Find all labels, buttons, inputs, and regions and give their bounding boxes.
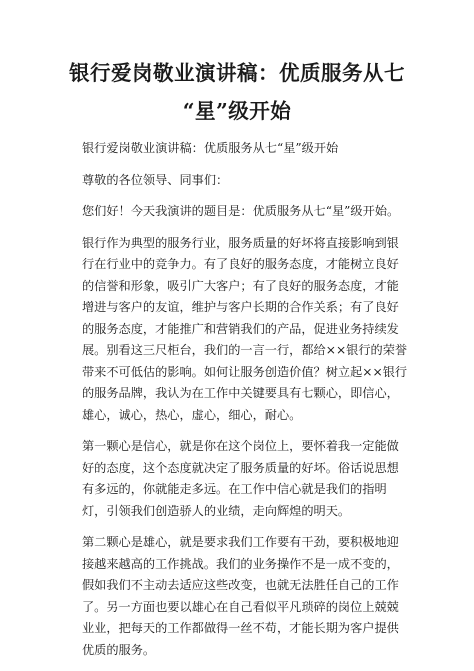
second-heart-paragraph: 第二颗心是雄心，就是要求我们工作要有干劲，要积极地迎接越来越高的工作挑战。我们的业务操作不是一成不变的，假如我们不主动去适应这些改变，也就无法胜任自己的工作了。另一方面也要以雄心在自己看似平凡琐碎的岗位上兢兢业业，把每天的工作都做得一丝不苟，才能长期为客户提供优质的服务。 bbox=[82, 535, 399, 657]
title-line-1: 银行爱岗敬业演讲稿：优质服务从七 bbox=[69, 61, 405, 85]
title-line-2: “星”级开始 bbox=[182, 99, 292, 123]
document-body bbox=[82, 138, 408, 671]
intro-paragraph: 银行作为典型的服务行业，服务质量的好坏将直接影响到银行在行业中的竞争力。有了良好的服务态度，才能树立良好的信誉和形象，吸引广大客户；有了良好的服务态度，才能增进与客户的友谊，维护与客户长期的合作关系；有了良好的服务态度，才能推广和营销我们的产品，促进业务持续发展。别看这三尺柜台，我们的一言一行，都给××银行的荣誉带来不可低估的影响。如何让服务创造价值？树立起××银行的服务品牌，我认为在工作中关键要具有七颗心，即信心，雄心，诚心，热心，虚心，细心，耐心。 bbox=[82, 235, 408, 422]
subtitle-paragraph: 银行爱岗敬业演讲稿：优质服务从七“星”级开始 bbox=[82, 141, 339, 155]
first-heart-paragraph: 第一颗心是信心，就是你在这个岗位上，要怀着我一定能做好的态度，这个态度就决定了服务质量的好坏。俗话说思想有多远的，你就能走多远。在工作中信心就是我们的指明灯，引领我们创造骄人的业绩，走向辉煌的明天。 bbox=[82, 439, 399, 518]
salutation-paragraph: 尊敬的各位领导、同事们： bbox=[82, 172, 229, 187]
document-title bbox=[40, 54, 434, 130]
greeting-paragraph: 您们好！今天我演讲的题目是：优质服务从七“星”级开始。 bbox=[82, 204, 400, 218]
